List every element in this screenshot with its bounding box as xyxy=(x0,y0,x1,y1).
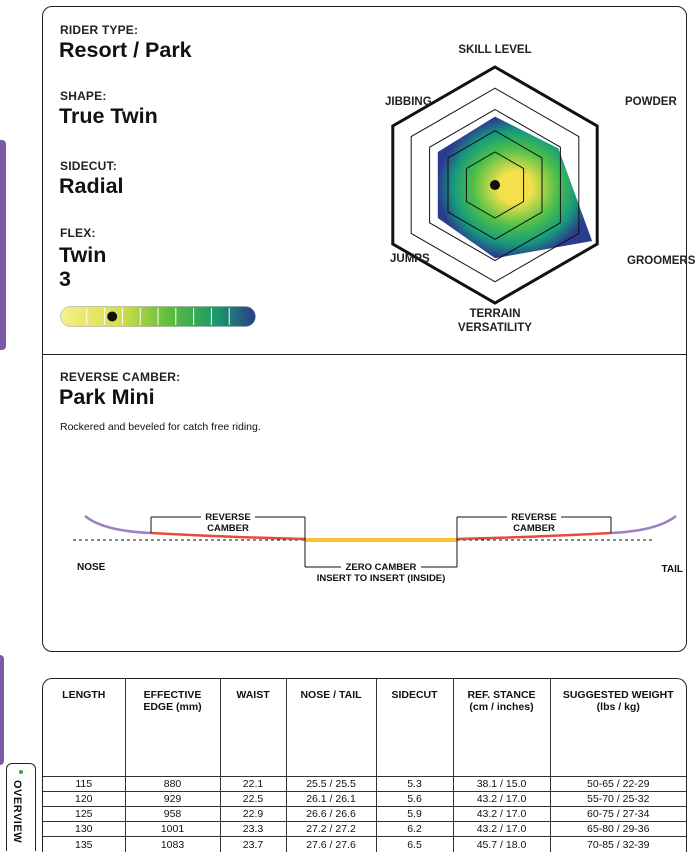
cell-waist: 23.7 xyxy=(220,837,286,852)
camber-description: Rockered and beveled for catch free riding. xyxy=(60,421,261,433)
specs-header-row xyxy=(43,679,686,776)
cell-length: 115 xyxy=(43,776,125,791)
cell-suggested-weight: 65-80 / 29-36 xyxy=(550,822,686,837)
cell-nose-tail: 27.6 / 27.6 xyxy=(286,837,376,852)
cell-nose-tail: 25.5 / 25.5 xyxy=(286,776,376,791)
header-nose-tail: NOSE / TAIL xyxy=(286,679,376,776)
camber-label: REVERSE CAMBER: xyxy=(60,370,181,384)
cell-ref-stance: 43.2 / 17.0 xyxy=(453,822,550,837)
header-ref-stance xyxy=(453,679,550,776)
flex-marker-dot xyxy=(107,312,117,322)
zero-camber-label: ZERO CAMBER xyxy=(345,562,417,573)
cell-ref-stance: 38.1 / 15.0 xyxy=(453,776,550,791)
table-row xyxy=(43,776,686,791)
shape-value: True Twin xyxy=(59,104,158,128)
table-row xyxy=(43,791,686,806)
cell-waist: 22.1 xyxy=(220,776,286,791)
radar-axis-groomers: GROOMERS xyxy=(627,255,696,267)
cell-effective-edge: 958 xyxy=(125,806,220,821)
flex-value: Twin xyxy=(59,243,107,267)
cell-waist: 23.3 xyxy=(220,822,286,837)
cell-length: 125 xyxy=(43,806,125,821)
cell-length: 120 xyxy=(43,791,125,806)
tail-reverse-label-1: REVERSE xyxy=(511,512,557,523)
radar-axis-terrain-line1: TERRAIN xyxy=(469,308,521,320)
cell-ref-stance: 43.2 / 17.0 xyxy=(453,791,550,806)
header-effective-edge xyxy=(125,679,220,776)
cell-suggested-weight: 60-75 / 27-34 xyxy=(550,806,686,821)
rider-type-label: RIDER TYPE: xyxy=(60,23,139,37)
tail-reverse-label-2: CAMBER xyxy=(513,523,555,534)
nose-rocker-tip xyxy=(85,516,151,533)
radar-axis-terrain-line2: VERSATILITY xyxy=(458,322,532,334)
cell-ref-stance: 43.2 / 17.0 xyxy=(453,806,550,821)
sidecut-value: Radial xyxy=(59,174,124,198)
size-specs-table xyxy=(42,678,687,852)
riding-style-radar xyxy=(325,35,696,335)
nose-label: NOSE xyxy=(77,562,106,573)
radar-axis-powder: POWDER xyxy=(625,96,677,108)
cell-length: 135 xyxy=(43,837,125,852)
insert-to-insert-label: INSERT TO INSERT (INSIDE) xyxy=(316,573,446,584)
cell-ref-stance: 45.7 / 18.0 xyxy=(453,837,550,852)
board-profile-card xyxy=(42,6,696,652)
cell-waist: 22.9 xyxy=(220,806,286,821)
table-row xyxy=(43,822,686,837)
radar-axis-jumps: JUMPS xyxy=(390,253,430,265)
header-length: LENGTH xyxy=(62,689,106,701)
cell-sidecut: 5.6 xyxy=(376,791,453,806)
cell-effective-edge: 1083 xyxy=(125,837,220,852)
flex-label: FLEX: xyxy=(60,226,96,240)
radar-data-shape xyxy=(438,117,592,259)
cell-length: 130 xyxy=(43,822,125,837)
camber-name: Park Mini xyxy=(59,385,155,409)
cell-effective-edge: 880 xyxy=(125,776,220,791)
nose-reverse-label-1: REVERSE xyxy=(205,512,251,523)
table-row xyxy=(43,837,686,852)
cell-nose-tail: 26.1 / 26.1 xyxy=(286,791,376,806)
overview-tab[interactable] xyxy=(6,763,36,851)
tail-label: TAIL xyxy=(661,564,683,575)
cell-sidecut: 5.9 xyxy=(376,806,453,821)
rider-type-value: Resort / Park xyxy=(59,38,192,62)
cell-sidecut: 6.5 xyxy=(376,837,453,852)
overview-tab-label: OVERVIEW xyxy=(11,780,23,844)
header-sidecut: SIDECUT xyxy=(376,679,453,776)
cell-suggested-weight: 55-70 / 25-32 xyxy=(550,791,686,806)
board-edge-decoration-lower xyxy=(0,655,4,765)
radar-axis-skill-level: SKILL LEVEL xyxy=(458,44,532,56)
header-effective-edge-text: EFFECTIVE EDGE (mm) xyxy=(143,689,202,713)
nose-reverse-label-2: CAMBER xyxy=(207,523,249,534)
overview-dot-icon xyxy=(19,770,23,774)
cell-sidecut: 6.2 xyxy=(376,822,453,837)
header-ref-stance-text: REF. STANCE (cm / inches) xyxy=(467,689,536,713)
header-suggested-weight xyxy=(550,679,686,776)
header-waist: WAIST xyxy=(220,679,286,776)
cell-nose-tail: 26.6 / 26.6 xyxy=(286,806,376,821)
table-row xyxy=(43,806,686,821)
flex-number: 3 xyxy=(59,267,71,291)
radar-center-dot xyxy=(490,180,500,190)
cell-effective-edge: 929 xyxy=(125,791,220,806)
radar-axis-jibbing: JIBBING xyxy=(385,96,432,108)
header-suggested-weight-text: SUGGESTED WEIGHT (lbs / kg) xyxy=(562,689,674,713)
sidecut-label: SIDECUT: xyxy=(60,159,117,173)
cell-effective-edge: 1001 xyxy=(125,822,220,837)
board-edge-decoration xyxy=(0,140,6,350)
tail-rocker-tip xyxy=(611,516,676,533)
shape-label: SHAPE: xyxy=(60,89,107,103)
cell-suggested-weight: 50-65 / 22-29 xyxy=(550,776,686,791)
section-divider xyxy=(43,354,686,355)
cell-sidecut: 5.3 xyxy=(376,776,453,791)
flex-scale-bar xyxy=(60,306,256,327)
cell-suggested-weight: 70-85 / 32-39 xyxy=(550,837,686,852)
cell-nose-tail: 27.2 / 27.2 xyxy=(286,822,376,837)
camber-profile-diagram xyxy=(43,485,688,595)
cell-waist: 22.5 xyxy=(220,791,286,806)
